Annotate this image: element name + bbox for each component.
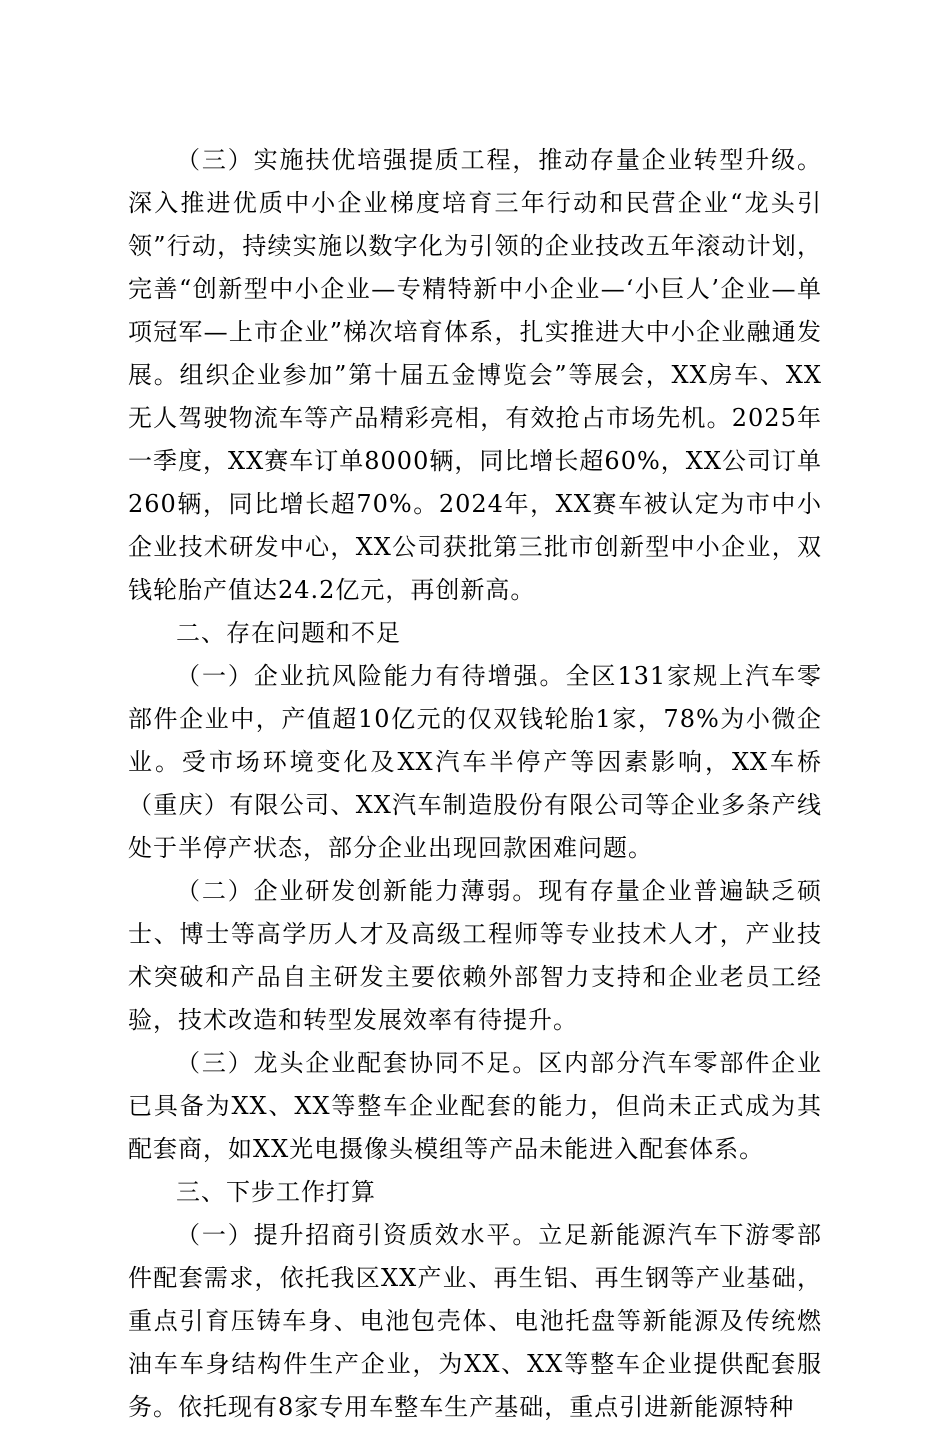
heading-next-steps: 三、下步工作打算 — [176, 1178, 376, 1206]
paragraph-risk-resistance — [128, 655, 822, 870]
paragraph-body: 区内部分汽车零部件企业已具备为XX、XX等整车企业配套的能力，但尚未正式成为其配套商，如XX光电摄像头模组等产品未能进入配套体系。 — [128, 1049, 822, 1163]
paragraph-lead: （一）提升招商引资质效水平。 — [176, 1221, 539, 1249]
paragraph-body: 现有存量企业普遍缺乏硕士、博士等高学历人才及高级工程师等专业技术人才，产业技术突破和产品自主研发主要依赖外部智力支持和企业老员工经验，技术改造和转型发展效率有待提升。 — [128, 877, 822, 1034]
paragraph-lead: （三）龙头企业配套协同不足。 — [176, 1049, 539, 1077]
paragraph-body: 深入推进优质中小企业梯度培育三年行动和民营企业“龙头引领”行动，持续实施以数字化为引领的企业技改五年滚动计划，完善“创新型中小企业—专精特新中小企业—‘小巨人’企业—单项冠军—上市企业”梯次培育体系，扎实推进大中小企业融通发展。组织企业参加”第十届五金博览会”等展会，XX房车、XX无人驾驶物流车等产品精彩亮相，有效抢占市场先机。2025年一季度，XX赛车订单8000辆，同比增长超60%，XX公司订单260辆，同比增长超70%。2024年，XX赛车被认定为市中小企业技术研发中心，XX公司获批第三批市创新型中小企业，双钱轮胎产值达24.2亿元，再创新高。 — [128, 189, 822, 604]
paragraph-rd-innovation — [128, 870, 822, 1042]
heading-problems: 二、存在问题和不足 — [176, 619, 401, 647]
paragraph-investment-attraction — [128, 1214, 822, 1429]
paragraph-body: 全区131家规上汽车零部件企业中，产值超10亿元的仅双钱轮胎1家，78%为小微企业。受市场环境变化及XX汽车半停产等因素影响，XX车桥（重庆）有限公司、XX汽车制造股份有限公司等企业多条产线处于半停产状态，部分企业出现回款困难问题。 — [128, 662, 822, 862]
paragraph-lead: （二）企业研发创新能力薄弱。 — [176, 877, 539, 905]
paragraph-leading-enterprise-coordination — [128, 1042, 822, 1171]
paragraph-implement-strengthening-project — [128, 139, 822, 612]
paragraph-lead: （三）实施扶优培强提质工程，推动存量企业转型升级。 — [176, 146, 822, 174]
paragraph-lead: （一）企业抗风险能力有待增强。 — [176, 662, 566, 690]
paragraph-body: 立足新能源汽车下游零部件配套需求，依托我区XX产业、再生铝、再生钢等产业基础，重点引育压铸车身、电池包壳体、电池托盘等新能源及传统燃油车车身结构件生产企业，为XX、XX等整车企业提供配套服务。依托现有8家专用车整车生产基础，重点引进新能源特种 — [128, 1221, 822, 1421]
